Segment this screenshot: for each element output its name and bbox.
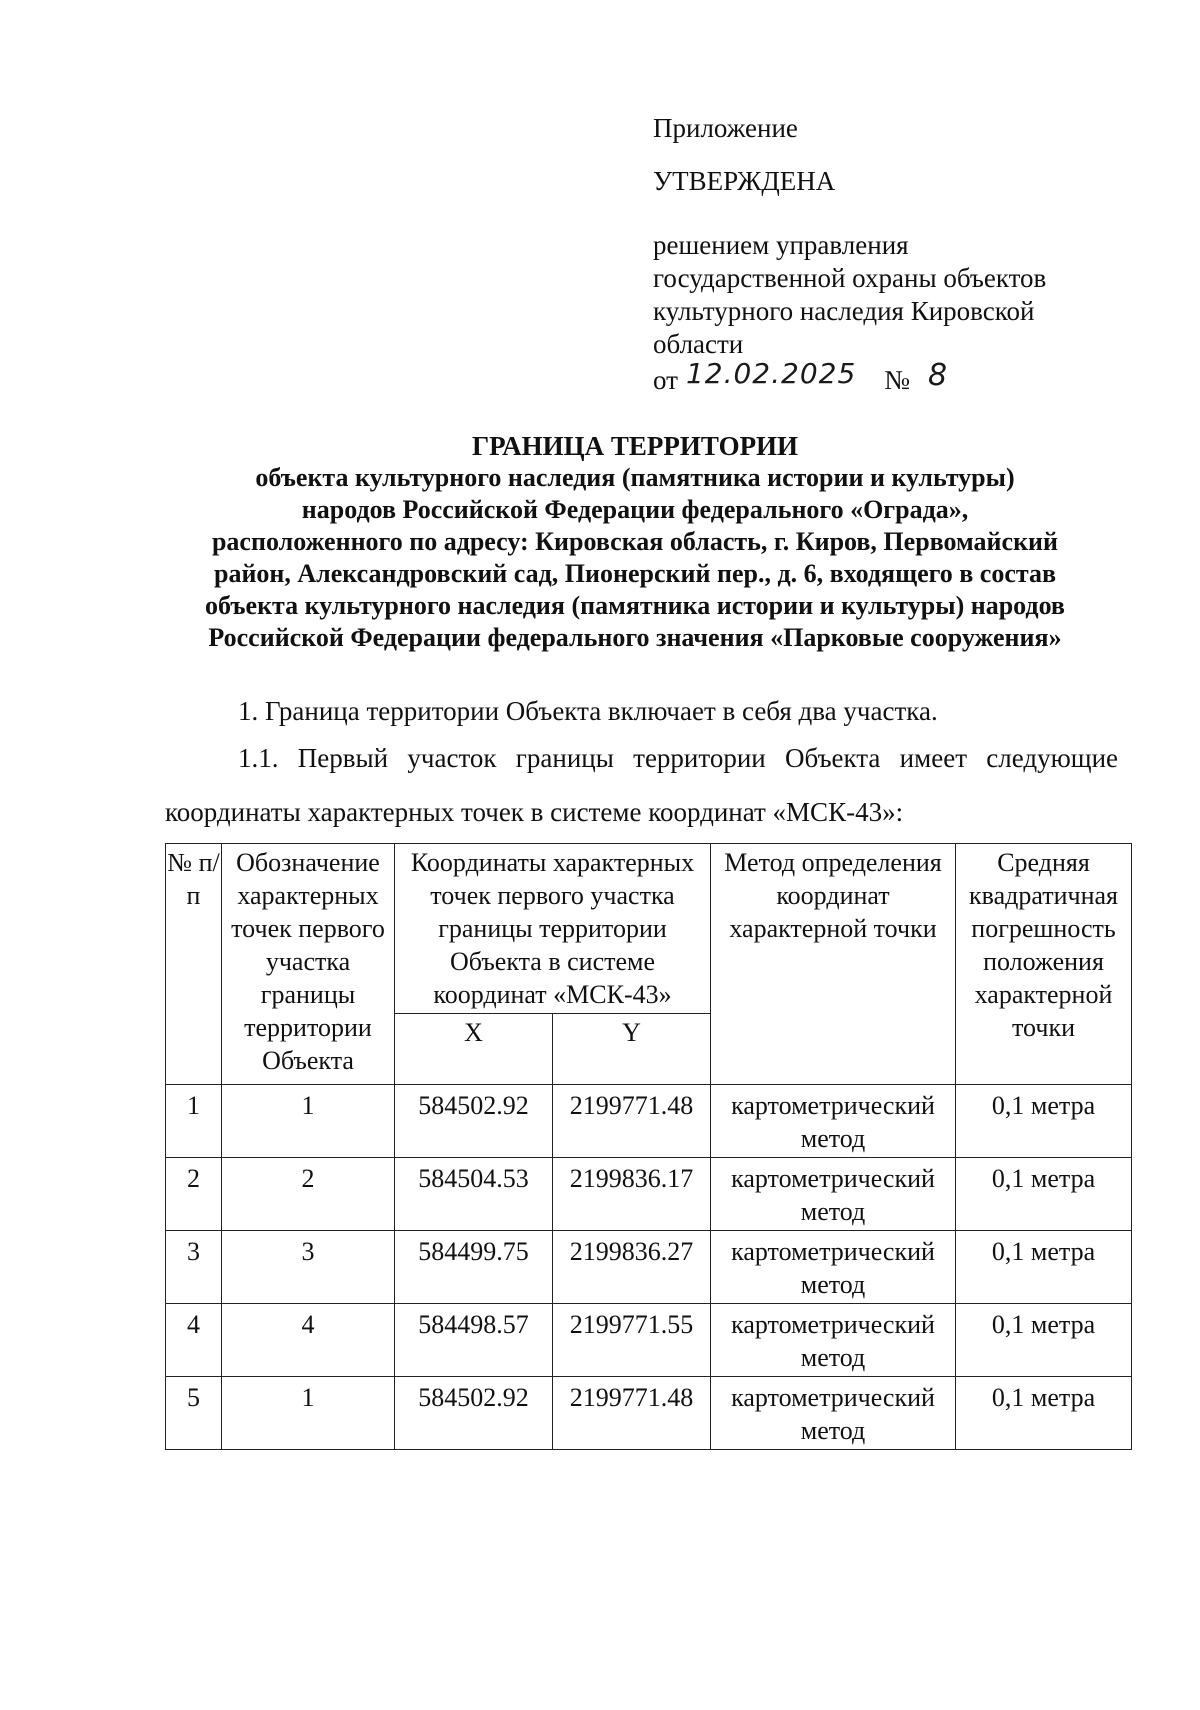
coordinates-table [165,843,1132,1450]
cell-x: 584498.57 [395,1304,553,1377]
title-line: объекта культурного наследия (памятника истории и культуры) [255,463,1015,492]
handwritten-number: 8 [928,358,949,393]
cell-x: 584504.53 [395,1158,553,1231]
date-prefix: от [653,365,678,395]
header-num: № п/п [166,844,222,1085]
title-line: расположенного по адресу: Кировская область, г. Киров, Первомайский [211,527,1059,556]
decision-line: государственной охраны объектов [653,263,1047,293]
cell-y: 2199771.48 [553,1085,711,1158]
table-row [166,1231,1132,1304]
cell-num: 3 [166,1231,222,1304]
decision-line: области [653,329,744,359]
approval-block [653,112,1133,397]
table-row [166,1304,1132,1377]
cell-x: 584502.92 [395,1377,553,1450]
cell-y: 2199836.17 [553,1158,711,1231]
table-row [166,1085,1132,1158]
appendix-label: Приложение [653,113,798,143]
cell-method: картометрический метод [711,1231,956,1304]
title-line: объекта культурного наследия (памятника истории и культуры) народов [205,591,1065,620]
cell-x: 584499.75 [395,1231,553,1304]
cell-num: 4 [166,1304,222,1377]
title-line: Российской Федерации федерального значения «Парковые сооружения» [208,623,1062,652]
cell-num: 2 [166,1158,222,1231]
cell-y: 2199771.48 [553,1377,711,1450]
cell-y: 2199771.55 [553,1304,711,1377]
number-sign: № [884,365,911,395]
header-designation: Обозначение характерных точек первого участка границы территории Объекта [222,844,395,1085]
cell-error: 0,1 метра [956,1231,1132,1304]
cell-num: 1 [166,1085,222,1158]
cell-error: 0,1 метра [956,1158,1132,1231]
title-line: район, Александровский сад, Пионерский пер., д. 6, входящего в состав [213,559,1057,588]
cell-error: 0,1 метра [956,1304,1132,1377]
cell-y: 2199836.27 [553,1231,711,1304]
document-title [150,430,1120,654]
table-row [166,1377,1132,1450]
cell-method: картометрический метод [711,1377,956,1450]
header-coordinates: Координаты характерных точек первого участка границы территории Объекта в системе координат «МСК-43» [395,844,711,1014]
decision-date-line [653,357,1133,397]
decision-line: решением управления [653,230,909,260]
header-y: Y [553,1014,711,1085]
title-main: ГРАНИЦА ТЕРРИТОРИИ [471,431,799,461]
cell-x: 584502.92 [395,1085,553,1158]
decision-line: культурного наследия Кировской [653,296,1035,326]
cell-method: картометрический метод [711,1085,956,1158]
paragraph-1: 1. Граница территории Объекта включает в себя два участка. [238,696,938,726]
cell-method: картометрический метод [711,1158,956,1231]
cell-point: 1 [222,1085,395,1158]
cell-error: 0,1 метра [956,1085,1132,1158]
cell-point: 2 [222,1158,395,1231]
cell-point: 1 [222,1377,395,1450]
table-row [166,1158,1132,1231]
paragraph-1-1-continued: координаты характерных точек в системе координат «МСК-43»: [165,797,904,827]
cell-point: 4 [222,1304,395,1377]
paragraph-1-1: 1.1. Первый участок границы территории Объекта имеет следующие [238,743,1118,773]
cell-num: 5 [166,1377,222,1450]
title-line: народов Российской Федерации федерального «Ограда», [301,495,969,524]
handwritten-date: 12.02.2025 [685,357,857,390]
cell-point: 3 [222,1231,395,1304]
decision-text [653,229,1133,361]
header-x: X [395,1014,553,1085]
cell-method: картометрический метод [711,1304,956,1377]
approved-label: УТВЕРЖДЕНА [653,166,836,196]
header-error: Средняя квадратичная погрешность положения характерной точки [956,844,1132,1085]
header-method: Метод определения координат характерной точки [711,844,956,1085]
cell-error: 0,1 метра [956,1377,1132,1450]
